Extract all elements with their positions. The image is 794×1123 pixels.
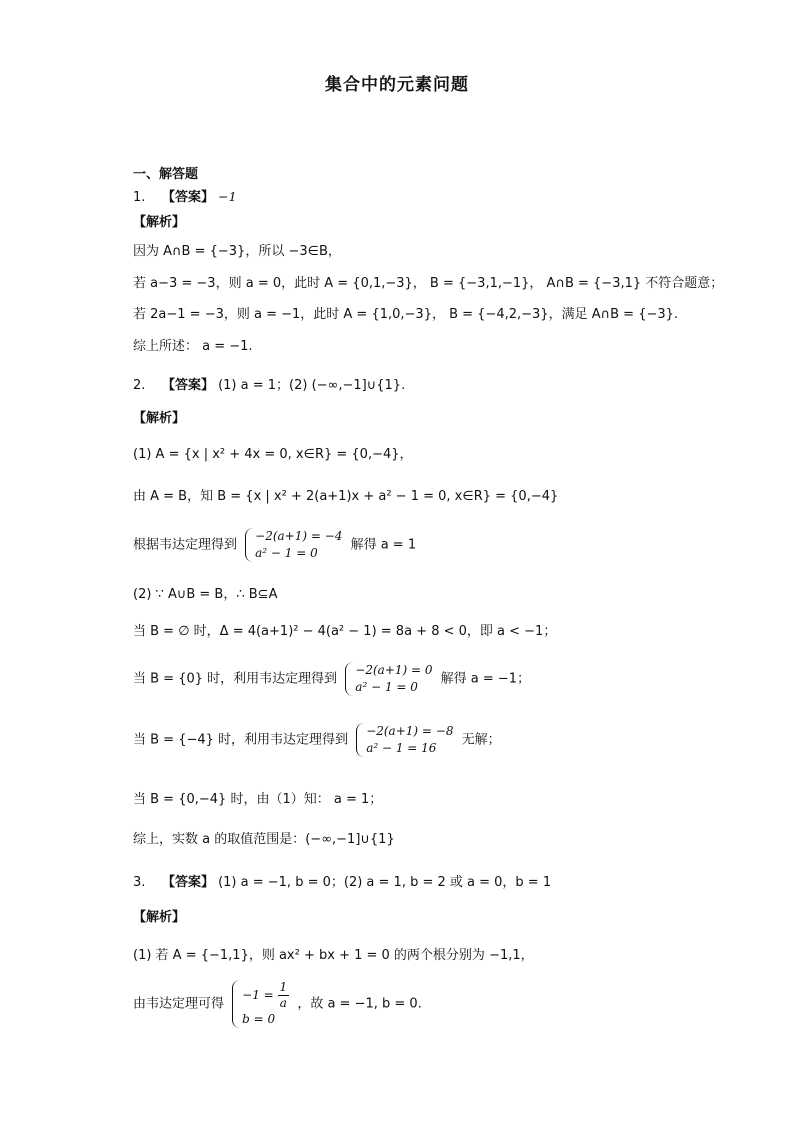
q1-line-4: 综上所述： a = −1. xyxy=(133,339,253,354)
q1-line-3: 若 2a−1 = −3，则 a = −1，此时 A = {1,0,−3}， B = {−4,2,−3}，满足 A∩B = {−3}. xyxy=(133,307,679,322)
q3-answer-tag: 【答案】 xyxy=(161,875,214,890)
q2-line-6-result: 解得 a = −1； xyxy=(440,671,531,687)
brace-icon xyxy=(245,528,254,562)
q2-line-6 xyxy=(133,662,530,696)
q2-line-5: 当 B = ∅ 时，Δ = 4(a+1)² − 4(a² − 1) = 8a + 8 < 0，即 a < −1； xyxy=(133,624,557,639)
system-row xyxy=(242,980,289,1011)
q2-line-6-text: 当 B = {0} 时，利用韦达定理得到 xyxy=(133,671,338,687)
equation-system xyxy=(232,980,289,1028)
q2-answer: (1) a = 1；(2) (−∞,−1]∪{1}. xyxy=(218,378,406,393)
q1-line-2: 若 a−3 = −3，则 a = 0，此时 A = {0,1,−3}， B = {−3,1,−1}， A∩B = {−3,1} 不符合题意； xyxy=(133,276,724,291)
q2-line-3 xyxy=(133,528,416,562)
q1-answer: −1 xyxy=(218,189,237,204)
q2-line-3-result: 解得 a = 1 xyxy=(350,537,417,553)
fraction-numerator: 1 xyxy=(279,980,288,994)
q2-line-7-result: 无解； xyxy=(461,732,501,748)
brace-icon xyxy=(232,980,241,1028)
q3-answer: (1) a = −1, b = 0；(2) a = 1, b = 2 或 a = 0，b = 1 xyxy=(218,875,552,890)
q1-answer-line xyxy=(133,187,237,208)
brace-icon xyxy=(345,662,354,696)
q3-line-2-result: ，故 a = −1, b = 0. xyxy=(297,996,422,1012)
fraction-denominator: a xyxy=(279,996,287,1010)
q2-line-4: (2) ∵ A∪B = B，∴ B⊆A xyxy=(133,587,278,602)
brace-icon xyxy=(356,723,365,757)
q2-answer-tag: 【答案】 xyxy=(161,378,214,393)
q3-line-2-text: 由韦达定理可得 xyxy=(133,996,225,1012)
q2-answer-line xyxy=(133,376,405,396)
page-title: 集合中的元素问题 xyxy=(325,75,469,95)
fraction xyxy=(278,980,290,1011)
section-heading: 一、解答题 xyxy=(133,167,199,182)
q2-line-3-text: 根据韦达定理得到 xyxy=(133,537,238,553)
q2-line-7-text: 当 B = {−4} 时，利用韦达定理得到 xyxy=(133,732,349,748)
system-row-lhs: −1 = xyxy=(242,988,274,1002)
equation-system xyxy=(245,528,342,562)
q3-label: 3. xyxy=(133,875,146,890)
equation-system xyxy=(356,723,453,757)
system-row: −2(a+1) = 0 xyxy=(355,663,433,677)
system-row: a² − 1 = 0 xyxy=(355,680,418,694)
q2-line-7 xyxy=(133,723,501,757)
system-row: −2(a+1) = −4 xyxy=(255,529,343,543)
q1-answer-tag: 【答案】 xyxy=(161,190,214,205)
system-row: a² − 1 = 0 xyxy=(255,546,318,560)
q1-line-1: 因为 A∩B = {−3}，所以 −3∈B， xyxy=(133,244,341,259)
q1-label: 1. xyxy=(133,190,146,205)
q2-analysis-tag: 【解析】 xyxy=(133,411,186,426)
q3-analysis-tag: 【解析】 xyxy=(133,910,186,925)
q3-answer-line xyxy=(133,873,551,893)
system-row: −2(a+1) = −8 xyxy=(366,724,454,738)
q2-line-8: 当 B = {0,−4} 时，由（1）知： a = 1； xyxy=(133,792,383,807)
equation-system xyxy=(345,662,432,696)
q3-line-2 xyxy=(133,980,422,1028)
q2-line-2: 由 A = B，知 B = {x | x² + 2(a+1)x + a² − 1 = 0, x∈R} = {0,−4} xyxy=(133,489,559,504)
q2-label: 2. xyxy=(133,378,146,393)
q2-line-9: 综上，实数 a 的取值范围是：(−∞,−1]∪{1} xyxy=(133,832,395,847)
q2-line-1: (1) A = {x | x² + 4x = 0, x∈R} = {0,−4}， xyxy=(133,447,413,462)
system-row: a² − 1 = 16 xyxy=(366,741,437,755)
q3-line-1: (1) 若 A = {−1,1}，则 ax² + bx + 1 = 0 的两个根分别为 −1,1， xyxy=(133,948,534,963)
system-row: b = 0 xyxy=(242,1012,276,1026)
q1-analysis-tag: 【解析】 xyxy=(133,215,186,230)
